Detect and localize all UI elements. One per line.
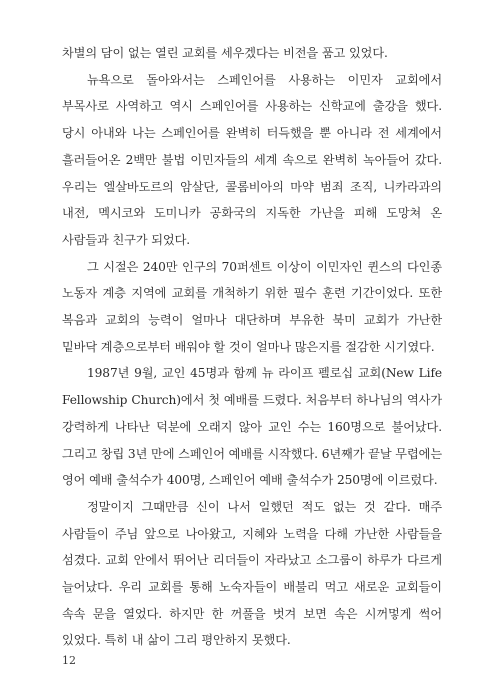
paragraph-4: 1987년 9월, 교인 45명과 함께 뉴 라이프 펠로십 교회(New Life Fellowship Church)에서 첫 예배를 드렸다. 처음부터 하나님의 역사가 강력하게 나타난 덕분에 오래지 않아 교인 수는 160명으로 불어났다. 그리고 창립 3년 만에 스페인어 예배를 시작했다. 6년째가 끝날 무렵에는 영어 예배 출석수가 400명, 스페인어 예배 출석수가 250명에 이르렀다. bbox=[62, 366, 442, 488]
page-body bbox=[62, 40, 442, 654]
paragraph-2: 뉴욕으로 돌아와서는 스페인어를 사용하는 이민자 교회에서 부목사로 사역하고 역시 스페인어를 사용하는 신학교에 출강을 했다. 당시 아내와 나는 스페인어를 완벽히 터득했을 뿐 아니라 전 세계에서 흘러들어온 2백만 불법 이민자들의 세계 속으로 완벽히 녹아들어 갔다. 우리는 엘살바도르의 암살단, 콜롬비아의 마약 범죄 조직, 니카라과의 내전, 멕시코와 도미니카 공화국의 지독한 가난을 피해 도망쳐 온 사람들과 친구가 되었다. bbox=[62, 72, 442, 247]
page-number: 12 bbox=[62, 654, 76, 667]
paragraph-1: 차별의 담이 없는 열린 교회를 세우겠다는 비전을 품고 있었다. bbox=[62, 46, 388, 60]
paragraph-3: 그 시절은 240만 인구의 70퍼센트 이상이 이민자인 퀸스의 다인종 노동자 계층 지역에 교회를 개척하기 위한 필수 훈련 기간이었다. 또한 복음과 교회의 능력이 얼마나 대단하며 부유한 북미 교회가 가난한 밑바닥 계층으로부터 배워야 할 것이 얼마나 많은지를 절감한 시기였다. bbox=[62, 259, 442, 354]
paragraph-5: 정말이지 그때만큼 신이 나서 일했던 적도 없는 것 같다. 매주 사람들이 주님 앞으로 나아왔고, 지혜와 노력을 다해 가난한 사람들을 섬겼다. 교회 안에서 뛰어난 리더들이 자라났고 소그룹이 하루가 다르게 늘어났다. 우리 교회를 통해 노숙자들이 배불리 먹고 새로운 교회들이 속속 문을 열었다. 하지만 한 꺼풀을 벗겨 보면 속은 시꺼멓게 썩어 있었다. 특히 내 삶이 그리 평안하지 못했다. bbox=[62, 499, 442, 648]
